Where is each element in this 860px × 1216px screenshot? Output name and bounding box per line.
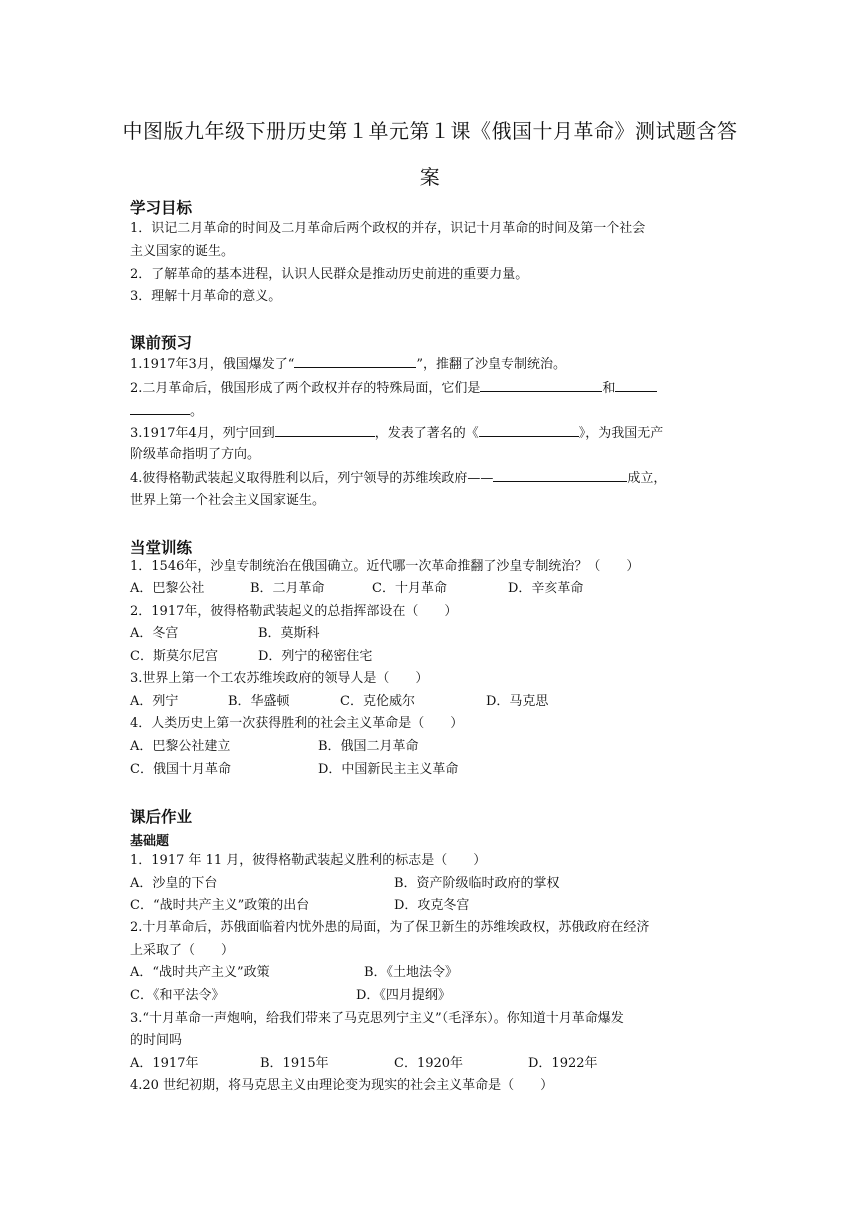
answer-blank[interactable] [615,379,657,392]
homework-question-2-continued: 上采取了（ ） [130,943,235,958]
subheading-basic: 基础题 [130,834,170,849]
preview-question-4 [130,469,730,488]
option-c[interactable]: C．克伦威尔 [340,694,415,709]
option-c[interactable]: C．《和平法令》 [130,988,225,1003]
option-c[interactable]: C．俄国十月革命 [130,762,231,777]
section-heading-objectives: 学习目标 [130,199,193,217]
option-b[interactable]: B．莫斯科 [258,626,320,641]
preview-question-2 [130,379,730,398]
preview-question-3-continued: 阶级革命指明了方向。 [130,447,261,462]
question-text: 1.1917年3月，俄国爆发了“ [130,357,295,372]
option-b[interactable]: B．资产阶级临时政府的掌权 [394,876,560,891]
option-d[interactable]: D．中国新民主主义革命 [318,762,459,777]
objective-item: 1．识记二月革命的时间及二月革命后两个政权的并存，识记十月革命的时间及第一个社会 [130,221,646,236]
option-a[interactable]: A．冬宫 [130,626,179,641]
preview-question-2-continued [130,402,730,421]
option-d[interactable]: D．攻克冬宫 [394,898,470,913]
answer-blank[interactable] [130,402,190,415]
preview-question-1 [130,355,730,374]
section-heading-classwork: 当堂训练 [130,539,193,557]
objective-item: 主义国家的诞生。 [130,244,235,259]
question-text: 4.彼得格勒武装起义取得胜利以后，列宁领导的苏维埃政府—— [130,471,494,486]
homework-question-3-continued: 的时间吗 [130,1033,183,1048]
question-text: 2.二月革命后，俄国形成了两个政权并存的特殊局面，它们是 [130,381,481,396]
option-a[interactable]: A．列宁 [130,694,179,709]
section-heading-homework: 课后作业 [130,808,193,826]
document-title: 中图版九年级下册历史第１单元第１课《俄国十月革命》测试题含答 [122,119,738,143]
question-text: 3.1917年4月，列宁回到 [130,426,275,441]
document-title-continued: 案 [419,165,441,189]
option-a[interactable]: A．“战时共产主义”政策 [130,965,270,980]
option-d[interactable]: D．辛亥革命 [508,581,584,596]
question-text: 。 [190,404,204,419]
objective-item: 3．理解十月革命的意义。 [130,289,282,304]
option-b[interactable]: B．二月革命 [250,581,325,596]
option-a[interactable]: A．巴黎公社建立 [130,739,231,754]
section-heading-preview: 课前预习 [130,334,193,352]
answer-blank[interactable] [479,424,579,437]
homework-question-2: 2.十月革命后，苏俄面临着内忧外患的局面，为了保卫新生的苏维埃政权，苏俄政府在经济 [130,920,650,935]
homework-question-3: 3.“十月革命一声炮响，给我们带来了马克思列宁主义”（毛泽东）。你知道十月革命爆发 [130,1011,624,1026]
option-a[interactable]: A．巴黎公社 [130,581,205,596]
option-d[interactable]: D．马克思 [486,694,549,709]
answer-blank[interactable] [275,424,375,437]
answer-blank[interactable] [480,379,602,392]
option-b[interactable]: B．华盛顿 [228,694,290,709]
objective-item: 2．了解革命的基本进程，认识人民群众是推动历史前进的重要力量。 [130,267,529,282]
classwork-question-1: 1．1546年，沙皇专制统治在俄国确立。近代哪一次革命推翻了沙皇专制统治？（ ） [130,559,640,574]
question-text: ”，推翻了沙皇专制统治。 [416,357,567,372]
option-c[interactable]: C．“战时共产主义”政策的出台 [130,898,310,913]
question-text: 和 [602,381,616,396]
option-a[interactable]: A．1917年 [130,1056,199,1071]
homework-question-4: 4.20 世纪初期，将马克思主义由理论变为现实的社会主义革命是（ ） [130,1078,554,1093]
answer-blank[interactable] [493,469,627,482]
homework-question-1: 1．1917 年 11 月，彼得格勒武装起义胜利的标志是（ ） [130,853,487,868]
option-b[interactable]: B．1915年 [260,1056,329,1071]
option-b[interactable]: B．俄国二月革命 [318,739,419,754]
option-c[interactable]: C．1920年 [394,1056,464,1071]
classwork-question-4: 4．人类历史上第一次获得胜利的社会主义革命是（ ） [130,716,464,731]
question-text: ，发表了著名的《 [374,426,479,441]
option-c[interactable]: C．斯莫尔尼宫 [130,649,218,664]
option-a[interactable]: A．沙皇的下台 [130,876,218,891]
classwork-question-3: 3.世界上第一个工农苏维埃政府的领导人是（ ） [130,671,429,686]
option-d[interactable]: D．《四月提纲》 [356,988,451,1003]
option-d[interactable]: D．列宁的秘密住宅 [258,649,373,664]
question-text: 》，为我国无产 [578,426,664,441]
preview-question-4-continued: 世界上第一个社会主义国家诞生。 [130,493,326,508]
option-d[interactable]: D．1922年 [528,1056,598,1071]
option-c[interactable]: C．十月革命 [372,581,447,596]
preview-question-3 [130,424,730,443]
option-b[interactable]: B．《土地法令》 [364,965,459,980]
question-text: 成立， [627,471,667,486]
classwork-question-2: 2．1917年，彼得格勒武装起义的总指挥部设在（ ） [130,604,458,619]
answer-blank[interactable] [294,355,416,368]
